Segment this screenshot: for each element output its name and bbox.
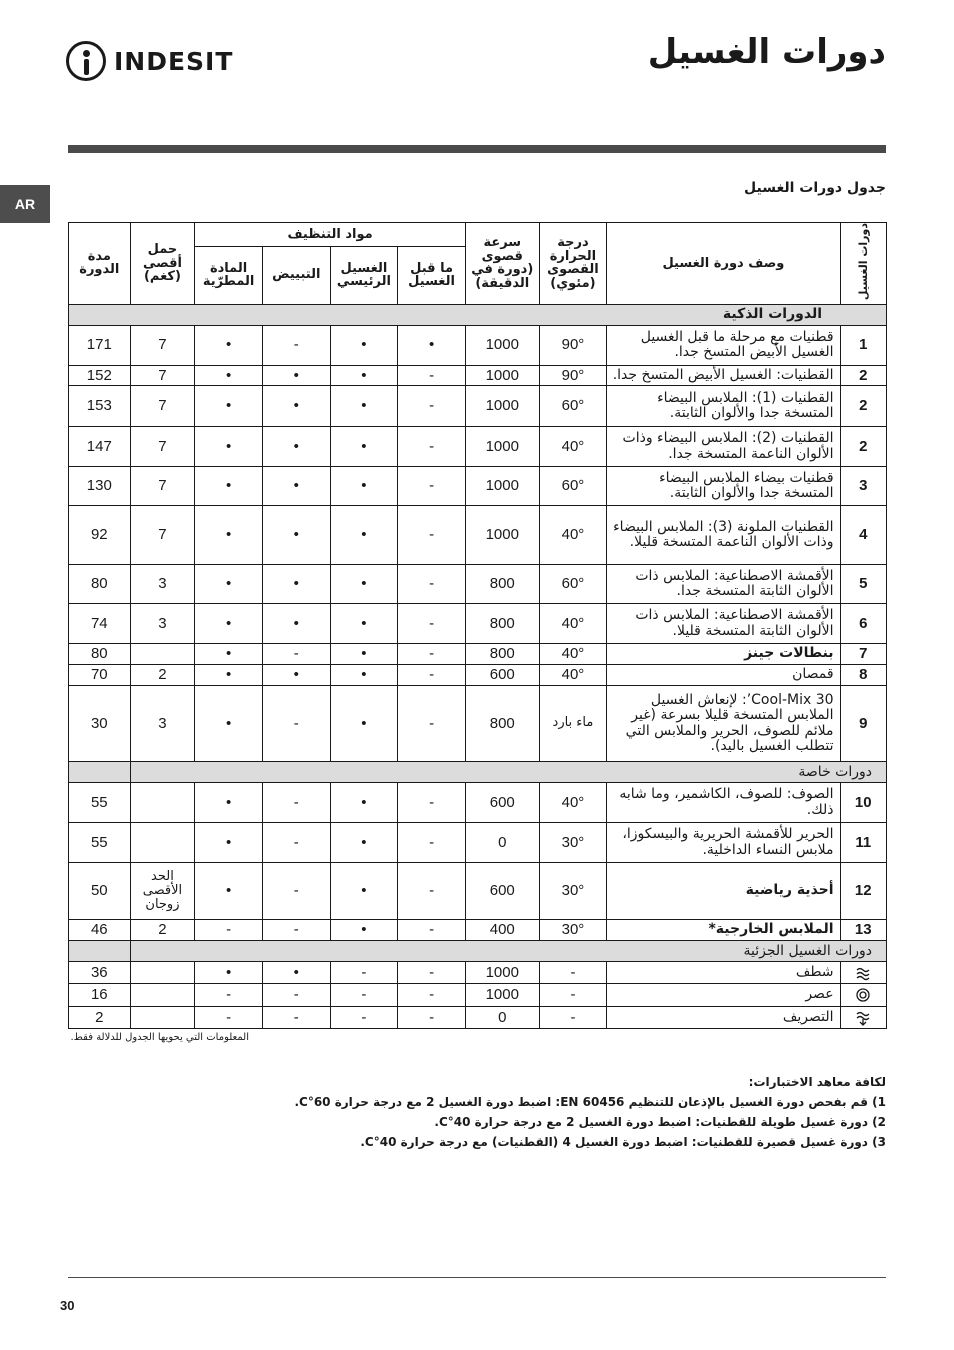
cycle-bleach: -: [262, 686, 330, 762]
cycle-speed: 0: [465, 823, 539, 863]
table-note: المعلومات التي يحويها الجدول للدلالة فقط.: [70, 1032, 249, 1043]
cycle-speed: 600: [465, 863, 539, 920]
cycle-temperature: -: [539, 984, 607, 1007]
cycle-softener: •: [195, 823, 263, 863]
table-row: [69, 604, 887, 644]
cycle-duration: 152: [69, 365, 131, 385]
footnotes: [294, 1073, 886, 1153]
spin-icon: [840, 984, 886, 1007]
table-row: [69, 984, 887, 1007]
cycle-softener: •: [195, 783, 263, 823]
cycle-bleach: -: [262, 863, 330, 920]
cycle-mainwash: -: [330, 962, 398, 984]
cycle-number: 4: [840, 506, 886, 565]
cycle-prewash: -: [398, 565, 466, 604]
cycle-load: [130, 823, 195, 863]
table-row: [69, 783, 887, 823]
cycle-bleach: •: [262, 467, 330, 506]
cycle-bleach: •: [262, 386, 330, 427]
cycle-softener: •: [195, 386, 263, 427]
section-label: الدورات الذكية: [69, 304, 887, 325]
cycle-load: 2: [130, 665, 195, 686]
cycle-prewash: -: [398, 604, 466, 644]
cycle-description: التصريف: [607, 1007, 840, 1029]
table-row: [69, 386, 887, 427]
cycle-duration: 46: [69, 920, 131, 941]
page-number: 30: [60, 1298, 75, 1313]
cycle-prewash: -: [398, 365, 466, 385]
cycle-number: 2: [840, 427, 886, 467]
cycle-temperature: 40°: [539, 783, 607, 823]
cycle-duration: 153: [69, 386, 131, 427]
cycle-description: القطنيات (1): الملابس البيضاء المتسخة جدا والألوان الثابتة.: [607, 386, 840, 427]
footer-rule: [68, 1277, 886, 1278]
footnote-3: 3) دورة غسيل قصيرة للقطنيات: اضبط دورة الغسيل 4 (القطنيات) مع درجة حرارة 40°C.: [360, 1135, 886, 1149]
cycle-speed: 800: [465, 565, 539, 604]
table-row: [69, 823, 887, 863]
cycle-prewash: -: [398, 386, 466, 427]
header-bleach: التبييض: [262, 246, 330, 304]
header-softener: المادة المطرّية: [195, 246, 263, 304]
cycle-duration: 30: [69, 686, 131, 762]
cycle-description: قطنيات مع مرحلة ما قبل الغسيل الغسيل الأبيض المتسخ جدا.: [607, 325, 840, 365]
cycle-softener: •: [195, 506, 263, 565]
cycle-temperature: 30°: [539, 920, 607, 941]
cycle-description: قطنيات بيضاء الملابس البيضاء المتسخة جدا والألوان الثابتة.: [607, 467, 840, 506]
cycle-speed: 1000: [465, 467, 539, 506]
cycle-load: 3: [130, 565, 195, 604]
cycle-softener: •: [195, 644, 263, 665]
cycle-prewash: -: [398, 920, 466, 941]
cycle-number: 8: [840, 665, 886, 686]
cycle-softener: •: [195, 604, 263, 644]
table-row: [69, 863, 887, 920]
cycle-mainwash: •: [330, 920, 398, 941]
cycle-prewash: -: [398, 644, 466, 665]
cycle-load: 7: [130, 467, 195, 506]
cycle-prewash: -: [398, 984, 466, 1007]
cycle-duration: 36: [69, 962, 131, 984]
cycle-mainwash: -: [330, 984, 398, 1007]
cycle-description: الحرير للأقمشة الحريرية والبيسكوزا، ملابس النساء الداخلية.: [607, 823, 840, 863]
cycle-mainwash: •: [330, 325, 398, 365]
table-row: [69, 325, 887, 365]
cycle-load: 7: [130, 386, 195, 427]
cycle-duration: 80: [69, 565, 131, 604]
table-row: [69, 1007, 887, 1029]
header-temperature: درجة الحرارة القصوى (مئوي): [539, 223, 607, 305]
table-row: [69, 467, 887, 506]
cycle-softener: -: [195, 984, 263, 1007]
cycle-bleach: -: [262, 1007, 330, 1029]
cycle-prewash: -: [398, 506, 466, 565]
cycle-load: 7: [130, 427, 195, 467]
cycle-duration: 171: [69, 325, 131, 365]
cycle-prewash: -: [398, 1007, 466, 1029]
wash-cycles-table: [68, 222, 887, 1029]
cycle-description: القطنيات (2): الملابس البيضاء وذات الألوان الناعمة المتسخة جدا.: [607, 427, 840, 467]
cycle-bleach: •: [262, 665, 330, 686]
cycle-duration: 16: [69, 984, 131, 1007]
header-speed: سرعة قصوى (دورة في الدقيقة): [465, 223, 539, 305]
cycle-duration: 74: [69, 604, 131, 644]
cycle-duration: 92: [69, 506, 131, 565]
table-row: [69, 686, 887, 762]
cycle-speed: 600: [465, 783, 539, 823]
cycle-number: 2: [840, 365, 886, 385]
cycle-duration: 2: [69, 1007, 131, 1029]
cycle-softener: •: [195, 962, 263, 984]
section-label: دورات الغسيل الجزئية: [130, 941, 886, 962]
cycle-description: القطنيات: الغسيل الأبيض المتسخ جدا.: [607, 365, 840, 385]
table-row: [69, 962, 887, 984]
cycle-description: الصوف: للصوف، الكاشمير، وما شابه ذلك.: [607, 783, 840, 823]
table-row: [69, 920, 887, 941]
rinse-icon: [840, 962, 886, 984]
footnotes-title: لكافة معاهد الاختبارات:: [748, 1075, 886, 1089]
cycle-softener: •: [195, 565, 263, 604]
cycle-number: 10: [840, 783, 886, 823]
cycle-prewash: •: [398, 325, 466, 365]
cycle-speed: 1000: [465, 506, 539, 565]
cycle-mainwash: -: [330, 1007, 398, 1029]
table-row: [69, 427, 887, 467]
cycle-description: قمصان: [607, 665, 840, 686]
section-spacer: [69, 762, 131, 783]
header-duration: مدة الدورة: [69, 223, 131, 305]
cycle-softener: •: [195, 467, 263, 506]
table-row: [69, 665, 887, 686]
cycle-duration: 130: [69, 467, 131, 506]
cycle-speed: 1000: [465, 427, 539, 467]
cycle-temperature: ماء بارد: [539, 686, 607, 762]
cycle-load: 3: [130, 604, 195, 644]
table-row: [69, 506, 887, 565]
section-row-partial: [69, 941, 887, 962]
cycle-bleach: •: [262, 565, 330, 604]
cycle-duration: 70: [69, 665, 131, 686]
section-label: دورات خاصة: [130, 762, 886, 783]
cycle-speed: 1000: [465, 962, 539, 984]
header-description: وصف دورة الغسيل: [607, 223, 840, 305]
cycle-duration: 147: [69, 427, 131, 467]
page-title: دورات الغسيل: [647, 32, 886, 72]
cycle-number: 2: [840, 386, 886, 427]
cycle-softener: •: [195, 365, 263, 385]
cycle-description: أحذية رياضية: [607, 863, 840, 920]
cycle-description: الملابس الخارجية*: [607, 920, 840, 941]
cycle-prewash: -: [398, 686, 466, 762]
cycle-temperature: 90°: [539, 365, 607, 385]
cycle-softener: •: [195, 325, 263, 365]
cycle-prewash: -: [398, 962, 466, 984]
cycle-bleach: •: [262, 962, 330, 984]
cycle-prewash: -: [398, 783, 466, 823]
section-spacer: [69, 941, 131, 962]
cycle-speed: 800: [465, 644, 539, 665]
cycle-load: 7: [130, 506, 195, 565]
cycle-mainwash: •: [330, 665, 398, 686]
table-row: [69, 644, 887, 665]
cycle-load: [130, 783, 195, 823]
cycle-bleach: •: [262, 506, 330, 565]
footnote-1: 1) قم بفحص دورة الغسيل بالإذعان للتنظيم EN 60456: اضبط دورة الغسيل 2 مع درجة حرارة 60°C.: [294, 1095, 886, 1109]
drain-icon: [840, 1007, 886, 1029]
cycle-bleach: -: [262, 783, 330, 823]
cycle-temperature: 30°: [539, 823, 607, 863]
cycle-speed: 1000: [465, 386, 539, 427]
cycle-duration: 50: [69, 863, 131, 920]
cycle-temperature: -: [539, 1007, 607, 1029]
cycle-speed: 800: [465, 686, 539, 762]
cycle-mainwash: •: [330, 427, 398, 467]
cycle-duration: 80: [69, 644, 131, 665]
brand-logo-icon: [66, 41, 106, 81]
header-cycles: دورات الغسيل: [840, 223, 886, 305]
cycle-softener: -: [195, 920, 263, 941]
cycle-temperature: 40°: [539, 644, 607, 665]
brand-name: INDESIT: [114, 46, 234, 76]
cycle-description: عصر: [607, 984, 840, 1007]
cycle-number: 3: [840, 467, 886, 506]
cycle-mainwash: •: [330, 823, 398, 863]
cycle-description: بنطالات جينز: [607, 644, 840, 665]
cycle-temperature: 40°: [539, 427, 607, 467]
cycle-temperature: 90°: [539, 325, 607, 365]
cycle-bleach: •: [262, 604, 330, 644]
header-detergents: مواد التنظيف: [195, 223, 466, 247]
cycle-temperature: 40°: [539, 604, 607, 644]
cycle-mainwash: •: [330, 783, 398, 823]
cycle-description: القطنيات الملونة (3): الملابس البيضاء وذات الألوان الناعمة المتسخة قليلا.: [607, 506, 840, 565]
cycle-bleach: -: [262, 823, 330, 863]
cycle-bleach: -: [262, 984, 330, 1007]
cycle-description: شطف: [607, 962, 840, 984]
cycle-softener: •: [195, 686, 263, 762]
table-row: [69, 365, 887, 385]
header-rule: [68, 145, 886, 153]
table-row: [69, 565, 887, 604]
cycle-mainwash: •: [330, 506, 398, 565]
cycle-temperature: 60°: [539, 565, 607, 604]
language-tab: AR: [0, 185, 50, 223]
cycle-prewash: -: [398, 427, 466, 467]
cycle-temperature: 60°: [539, 467, 607, 506]
section-row-special: [69, 762, 887, 783]
cycle-speed: 600: [465, 665, 539, 686]
cycle-temperature: 60°: [539, 386, 607, 427]
cycle-prewash: -: [398, 823, 466, 863]
cycle-description: 30 Cool-Mix’: لإنعاش الغسيل الملابس المتسخة قليلا بسرعة (غير ملائم للصوف، الحرير والملابس التي تتطلب الغسيل باليد).: [607, 686, 840, 762]
cycle-number: 11: [840, 823, 886, 863]
cycle-number: 5: [840, 565, 886, 604]
header-load: حمل أقصى (كغم): [130, 223, 195, 305]
cycle-softener: •: [195, 427, 263, 467]
cycle-temperature: 30°: [539, 863, 607, 920]
cycle-softener: -: [195, 1007, 263, 1029]
cycle-speed: 1000: [465, 365, 539, 385]
cycle-mainwash: •: [330, 863, 398, 920]
cycle-number: 9: [840, 686, 886, 762]
cycle-load: [130, 1007, 195, 1029]
cycle-load: 2: [130, 920, 195, 941]
cycle-mainwash: •: [330, 686, 398, 762]
cycle-bleach: •: [262, 365, 330, 385]
cycle-duration: 55: [69, 783, 131, 823]
cycle-softener: •: [195, 863, 263, 920]
cycle-bleach: -: [262, 644, 330, 665]
brand-logo: [66, 40, 233, 82]
cycle-mainwash: •: [330, 565, 398, 604]
cycle-load: 7: [130, 365, 195, 385]
header-prewash: ما قبل الغسيل: [398, 246, 466, 304]
footnote-2: 2) دورة غسيل طويلة للقطنيات: اضبط دورة الغسيل 2 مع درجة حرارة 40°C.: [434, 1115, 886, 1129]
header-mainwash: الغسيل الرئيسي: [330, 246, 398, 304]
cycle-number: 1: [840, 325, 886, 365]
cycle-load: [130, 984, 195, 1007]
cycle-bleach: -: [262, 325, 330, 365]
section-title: جدول دورات الغسيل: [743, 180, 886, 196]
cycle-number: 13: [840, 920, 886, 941]
cycle-load: [130, 962, 195, 984]
cycle-number: 6: [840, 604, 886, 644]
cycle-prewash: -: [398, 665, 466, 686]
section-row-smart: [69, 304, 887, 325]
cycle-mainwash: •: [330, 604, 398, 644]
cycle-temperature: -: [539, 962, 607, 984]
cycle-bleach: -: [262, 920, 330, 941]
cycle-temperature: 40°: [539, 506, 607, 565]
cycle-load: الحد الأقصى زوجان: [130, 863, 195, 920]
cycle-mainwash: •: [330, 365, 398, 385]
cycle-speed: 1000: [465, 325, 539, 365]
cycle-speed: 1000: [465, 984, 539, 1007]
cycle-description: الأقمشة الاصطناعية: الملابس ذات الألوان الثابتة المتسخة قليلا.: [607, 604, 840, 644]
cycle-prewash: -: [398, 467, 466, 506]
cycle-duration: 55: [69, 823, 131, 863]
cycle-number: 7: [840, 644, 886, 665]
cycle-load: 7: [130, 325, 195, 365]
cycle-description: الأقمشة الاصطناعية: الملابس ذات الألوان الثابتة المتسخة جدا.: [607, 565, 840, 604]
cycle-speed: 800: [465, 604, 539, 644]
cycle-speed: 0: [465, 1007, 539, 1029]
cycle-softener: •: [195, 665, 263, 686]
cycle-mainwash: •: [330, 644, 398, 665]
cycle-mainwash: •: [330, 386, 398, 427]
cycle-load: 3: [130, 686, 195, 762]
cycle-bleach: •: [262, 427, 330, 467]
cycle-number: 12: [840, 863, 886, 920]
cycle-temperature: 40°: [539, 665, 607, 686]
cycle-load: [130, 644, 195, 665]
cycle-prewash: -: [398, 863, 466, 920]
cycle-mainwash: •: [330, 467, 398, 506]
cycle-speed: 400: [465, 920, 539, 941]
